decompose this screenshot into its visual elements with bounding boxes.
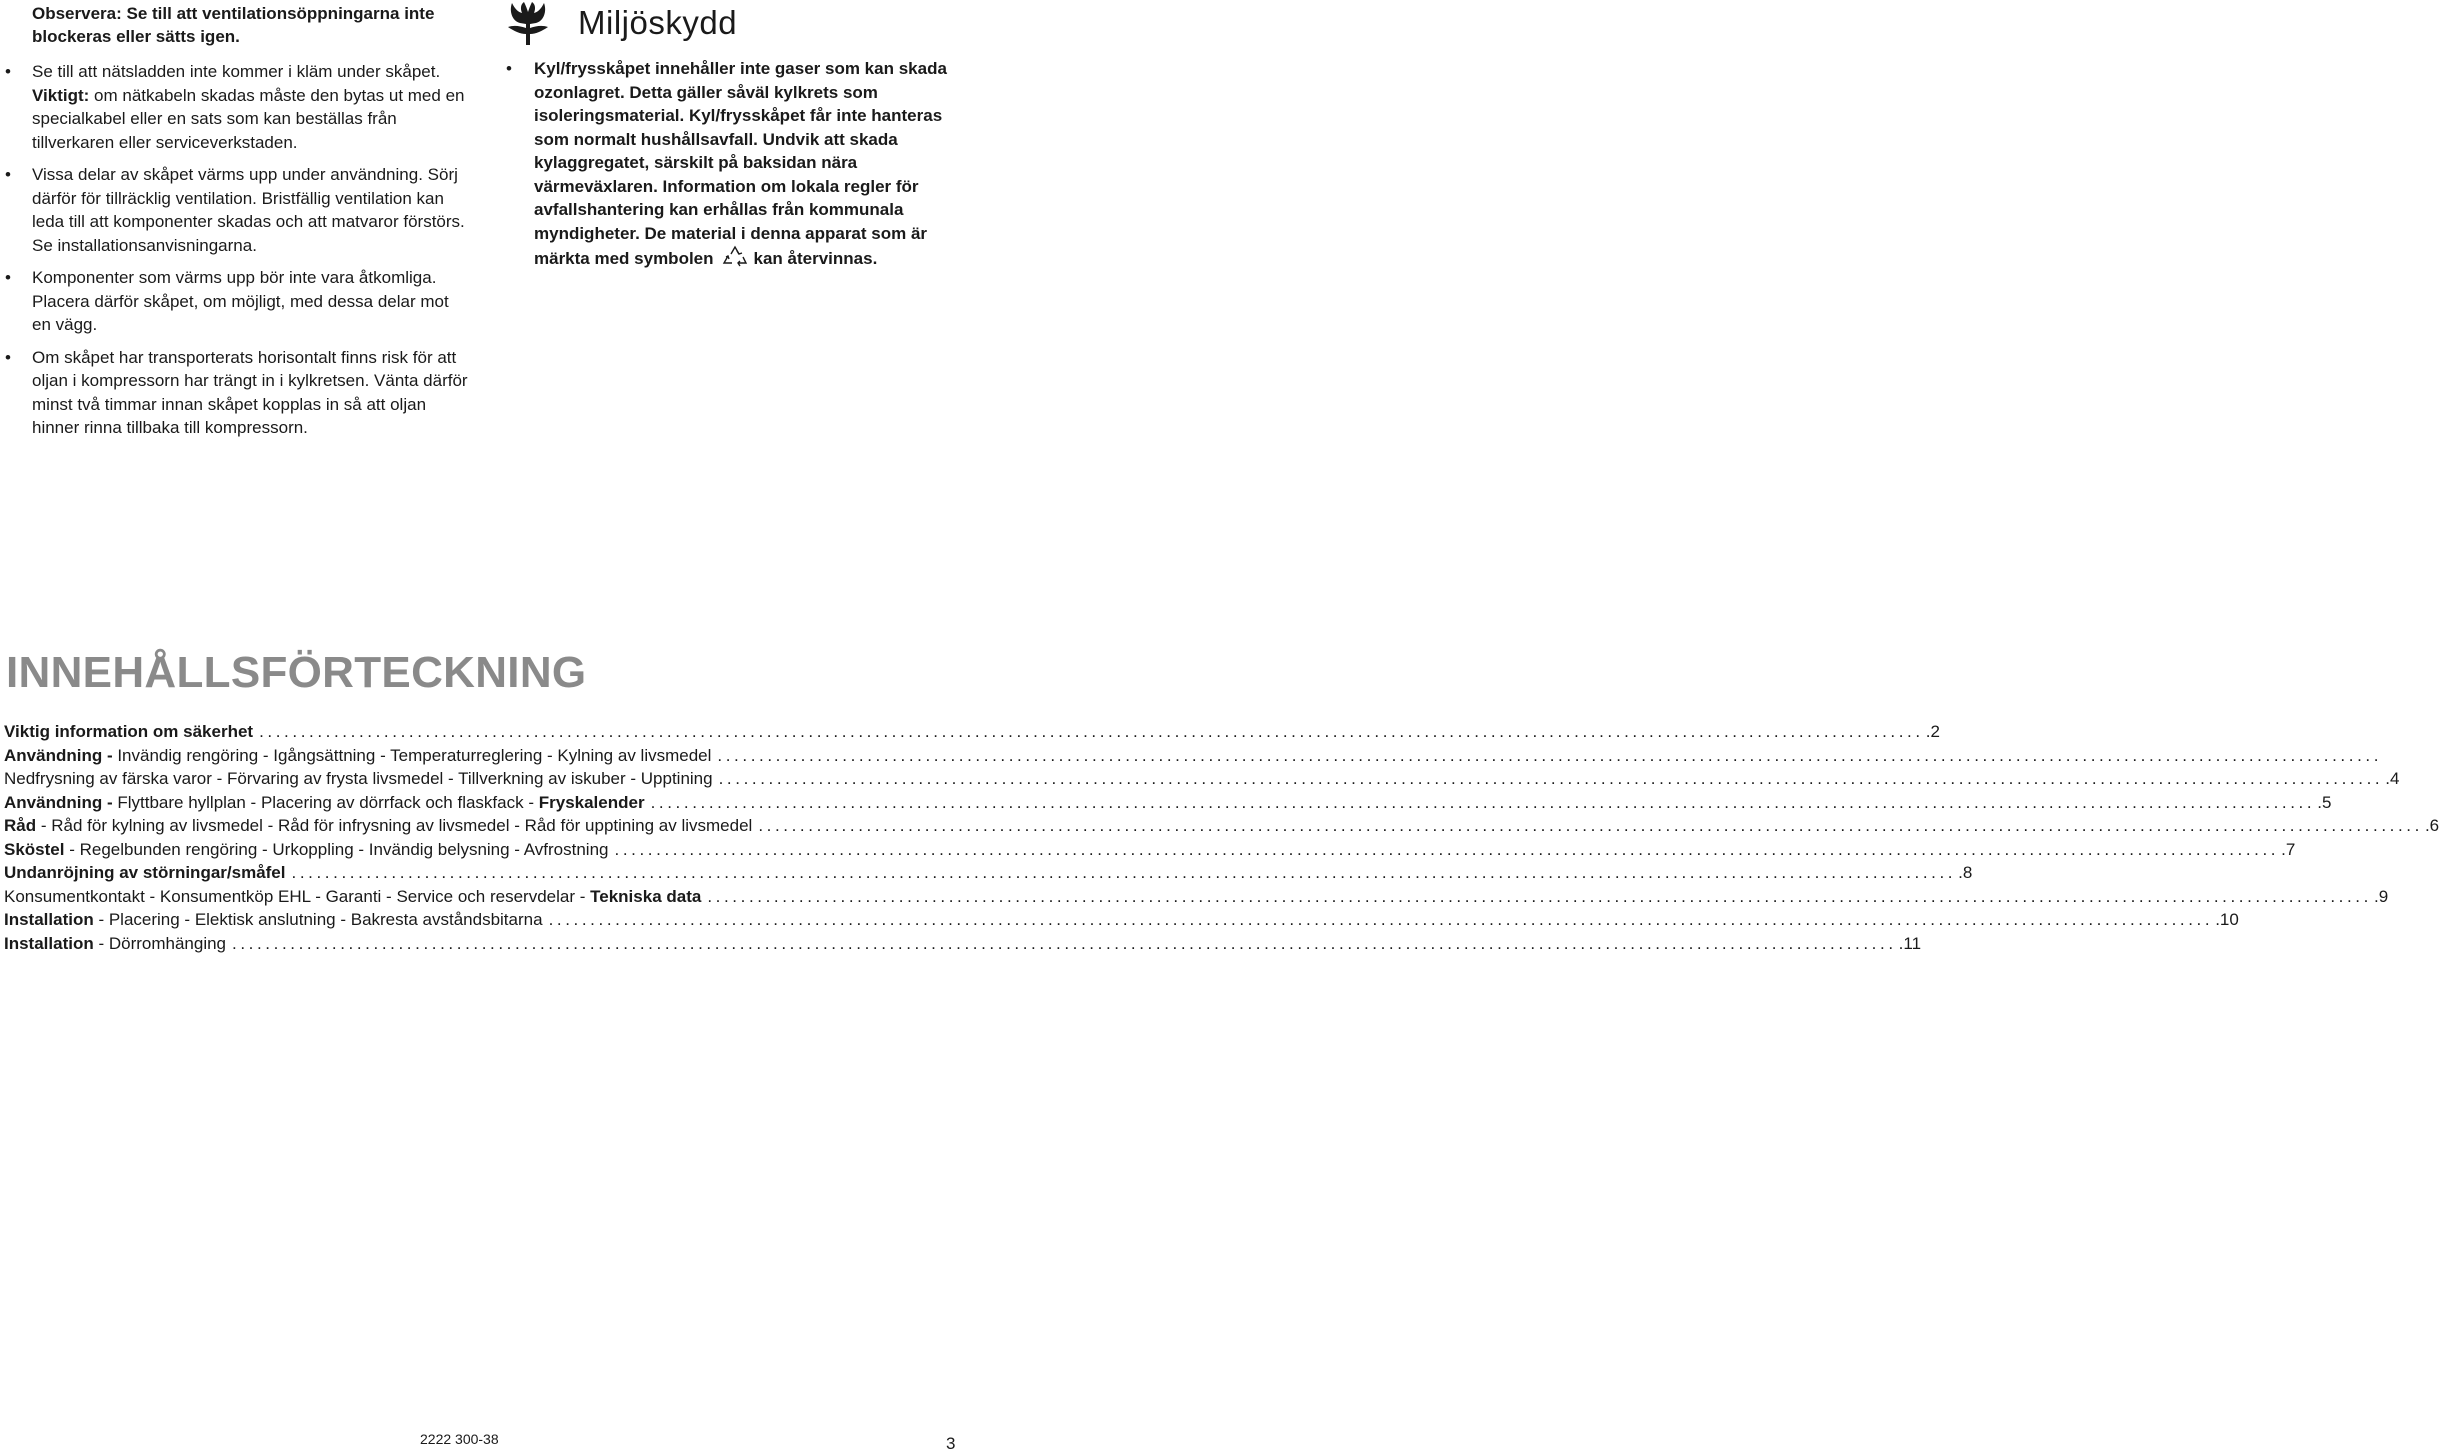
toc-page-number: .11 [1898, 933, 1922, 953]
toc-label-bold: Användning - [4, 745, 113, 765]
toc-label [4, 861, 286, 885]
toc-dot-leader: ........................................................................................................................................................................................................ [717, 745, 2383, 765]
toc-page-number: .7 [2281, 839, 2296, 859]
toc-page-number: .2 [1925, 722, 1940, 741]
environment-text-main: Kyl/frysskåpet innehåller inte gaser som kan skada ozonlagret. Detta gäller såväl kylkrets som isoleringsmaterial. Kyl/frysskåpet får inte hanteras som normalt hushållsavfall. Undvik att skada kylaggregatet, särskilt på baksidan nära värmeväxlaren. Information om lokala regler för avfallshantering kan erhållas från kommunala myndigheter. De material i denna apparat som är märkta med symbolen [534, 59, 947, 268]
toc-row [4, 908, 2239, 932]
toc-label [4, 908, 543, 932]
environment-text-end: kan återvinnas. [753, 249, 878, 268]
list-item [5, 163, 472, 257]
toc-label [4, 885, 701, 909]
toc-label-text: Konsumentkontakt - Konsumentköp EHL - Garanti - Service och reservdelar - [4, 886, 591, 906]
toc-label [4, 814, 752, 838]
bullet-glyph: • [5, 62, 11, 81]
list-item [5, 266, 472, 337]
bullet-glyph: • [5, 268, 11, 287]
tulip-icon [506, 1, 550, 45]
toc-page-number: .8 [1958, 863, 1973, 882]
toc-label-text: - Placering - Elektisk anslutning - Bakresta avståndsbitarna [93, 910, 543, 929]
document-code: 2222 300-38 [420, 1431, 499, 1447]
toc-label [4, 744, 711, 768]
section-title: Miljöskydd [578, 4, 738, 41]
bullet-glyph: • [5, 347, 11, 367]
toc-row [4, 838, 2296, 862]
bullet-text: Om skåpet har transporterats horisontalt finns risk för att oljan i kompressorn har trängt in i kylkretsen. Vänta därför minst två timmar innan skåpet kopplas in så att oljan hinner rinna tillbaka till kompressorn. [32, 347, 468, 437]
safety-list [5, 60, 472, 440]
toc-label-text: Flyttbare hyllplan - Placering av dörrfack och flaskfack - [112, 792, 539, 812]
toc-row [4, 932, 1922, 956]
toc-dot-leader: ........................................................................................................................................................................................................ [259, 722, 1924, 741]
toc-label-bold: Användning - [4, 792, 113, 812]
toc-label-bold: Viktig information om säkerhet [4, 722, 254, 741]
toc-label [4, 838, 609, 862]
toc-label [4, 932, 226, 956]
section-header [506, 0, 737, 46]
environment-text [506, 57, 964, 271]
toc-dot-leader: ........................................................................................................................................................................................................ [718, 769, 2384, 788]
list-item [5, 60, 472, 84]
note-text: om nätkabeln skadas måste den bytas ut med en specialkabel eller en sats som kan beställas från tillverkaren eller serviceverkstaden. [32, 85, 465, 152]
toc-list [4, 720, 2439, 955]
toc-row [4, 791, 2332, 815]
warning-heading: Observera: Se till att ventilationsöppningarna inte blockeras eller sätts igen. [32, 4, 435, 46]
toc-label-text: - Dörromhänging [93, 933, 227, 953]
toc-label-text: - Regelbunden rengöring - Urkoppling - Invändig belysning - Avfrostning [64, 839, 609, 859]
page-number: 3 [946, 1434, 956, 1453]
toc-label-text: - Råd för kylning av livsmedel - Råd för infrysning av livsmedel - Råd för upptining av livsmedel [36, 816, 753, 835]
toc-dot-leader: ........................................................................................................................................................................................................ [758, 816, 2423, 835]
toc-page-number: .9 [2373, 886, 2389, 906]
left-column [5, 0, 472, 440]
bullet-glyph: • [506, 59, 512, 78]
note-label: Viktigt: [32, 85, 90, 105]
toc-label-bold-suffix: Fryskalender [538, 792, 645, 812]
bullet-glyph: • [5, 165, 11, 184]
toc-label [4, 791, 645, 815]
toc-page-number: .4 [2385, 769, 2400, 788]
toc-row [4, 744, 2383, 768]
toc-label [4, 720, 253, 744]
bullet-text: Vissa delar av skåpet värms upp under användning. Sörj därför för tillräcklig ventilation. Bristfällig ventilation kan leda till att komponenter skadas och att matvaror förstörs. Se installationsanvisningarna. [32, 165, 465, 255]
toc-label [4, 767, 713, 791]
toc-dot-leader: ........................................................................................................................................................................................................ [548, 910, 2214, 929]
note-item [32, 84, 472, 155]
toc-page-number: .5 [2317, 792, 2332, 812]
recycle-icon [722, 245, 748, 269]
toc-label-bold: Råd [4, 816, 37, 835]
toc-row [4, 885, 2389, 909]
toc-dot-leader: ........................................................................................................................................................................................................ [291, 863, 1957, 882]
bullet-text: Se till att nätsladden inte kommer i kläm under skåpet. [32, 62, 441, 81]
toc-label-bold: Undanröjning av störningar/småfel [4, 863, 286, 882]
toc-dot-leader: ........................................................................................................................................................................................................ [614, 839, 2280, 859]
toc-row [4, 814, 2439, 838]
list-item [5, 346, 472, 440]
toc-dot-leader: ........................................................................................................................................................................................................ [232, 933, 1897, 953]
toc-dot-leader: ........................................................................................................................................................................................................ [650, 792, 2316, 812]
toc-title: INNEHÅLLSFÖRTECKNING [6, 648, 587, 697]
toc-label-text: Invändig rengöring - Igångsättning - Temperaturreglering - Kylning av livsmedel [112, 745, 712, 765]
bullet-text: Komponenter som värms upp bör inte vara åtkomliga. Placera därför skåpet, om möjligt, med dessa delar mot en vägg. [32, 268, 449, 334]
toc-row [4, 767, 2400, 791]
toc-row [4, 720, 1940, 744]
toc-label-bold: Sköstel [4, 839, 65, 859]
toc-label-text: Nedfrysning av färska varor - Förvaring av frysta livsmedel - Tillverkning av iskuber - Upptining [4, 769, 713, 788]
toc-label-bold-suffix: Tekniska data [590, 886, 702, 906]
toc-dot-leader: ........................................................................................................................................................................................................ [707, 886, 2372, 906]
toc-row [4, 861, 1973, 885]
toc-label-bold: Installation [4, 933, 94, 953]
toc-page-number: .6 [2424, 816, 2439, 835]
toc-page-number: .10 [2215, 910, 2239, 929]
toc-label-bold: Installation [4, 910, 94, 929]
